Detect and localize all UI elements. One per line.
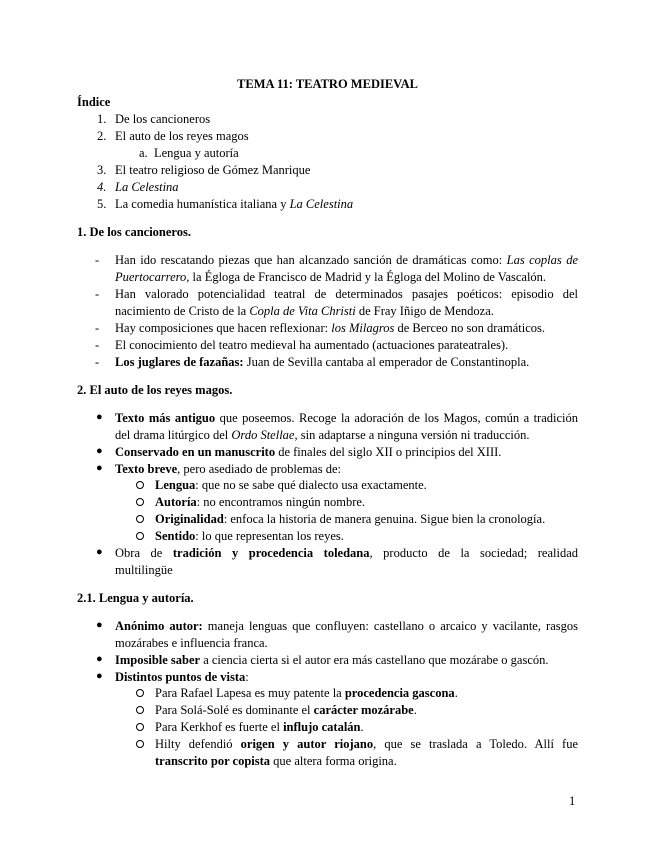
index-item-3 xyxy=(97,162,311,178)
index-item-2 xyxy=(97,128,249,144)
s1-bullet-2-line-1: Han valorado potencialidad teatral de determinados pasajes poéticos: episodio del xyxy=(115,287,578,301)
bold-text: Lengua xyxy=(155,478,196,492)
bold-text: Sentido xyxy=(155,529,196,543)
index-text: De los cancioneros xyxy=(115,112,211,126)
s21-point-2 xyxy=(115,652,549,668)
index-text-italic: La Celestina xyxy=(289,197,354,211)
s21-point-3 xyxy=(115,669,249,685)
dash-bullet: - xyxy=(95,338,100,352)
bullet-dot: ● xyxy=(96,619,103,631)
s21-point-1-line-2: mozárabes e influencia franca. xyxy=(115,636,268,650)
text: : no encontramos ningún nombre. xyxy=(196,495,366,509)
s1-bullet-3 xyxy=(115,320,545,336)
italic-text: Copla de Vita Christi xyxy=(249,304,356,318)
text: Han ido rescatando piezas que han alcanzado sanción de dramáticas como: xyxy=(115,253,503,267)
bullet-dot: ● xyxy=(96,653,103,665)
s2-point-1-line-1 xyxy=(115,410,578,426)
index-num: 5. xyxy=(97,197,107,211)
italic-text: Puertocarrero, xyxy=(115,270,190,284)
s1-bullet-1-line-1 xyxy=(115,252,578,268)
text: . xyxy=(413,703,417,717)
bold-text: tradición y procedencia toledana xyxy=(172,546,370,560)
bold-text: transcrito por copista xyxy=(155,754,271,768)
text: : xyxy=(245,670,249,684)
circle-bullet xyxy=(136,706,144,714)
bold-text: Texto breve xyxy=(115,462,178,476)
bullet-dot: ● xyxy=(96,462,103,474)
s1-bullet-2-line-2 xyxy=(115,303,494,319)
s21-subpoint-3 xyxy=(155,719,364,735)
index-text: La Celestina xyxy=(115,180,179,194)
index-item-1 xyxy=(97,111,211,127)
text: maneja lenguas que confluyen: castellano o arcaico y vacilante, rasgos xyxy=(207,619,578,633)
text: Hilty defendió xyxy=(155,737,233,751)
s2-subpoint-1 xyxy=(155,477,427,493)
s21-point-1-line-1 xyxy=(115,618,578,634)
s2-subpoint-3 xyxy=(155,511,545,527)
text: de Berceo no son dramáticos. xyxy=(397,321,545,335)
text: , que se traslada a Toledo. Allí fue xyxy=(373,737,578,751)
italic-text: Ordo Stellae xyxy=(231,428,295,442)
text: Juan de Sevilla cantaba al emperador de Constantinopla. xyxy=(246,355,530,369)
bold-text: Autoría xyxy=(155,495,197,509)
text: , producto de la sociedad; realidad xyxy=(369,546,578,560)
index-heading: Índice xyxy=(77,95,111,109)
s21-subpoint-4-line-2 xyxy=(155,753,397,769)
text: Hay composiciones que hacen reflexionar: xyxy=(115,321,329,335)
s2-point-1-line-2 xyxy=(115,427,529,443)
s2-subpoint-4 xyxy=(155,528,344,544)
s1-bullet-5 xyxy=(115,354,529,370)
section-2-heading: 2. El auto de los reyes magos. xyxy=(77,383,233,397)
text: que poseemos. Recoge la adoración de los Magos, común a tradición xyxy=(219,411,579,425)
index-text: El auto de los reyes magos xyxy=(115,129,249,143)
index-num: 1. xyxy=(97,112,107,126)
index-num: 4. xyxy=(97,180,107,194)
bold-text: origen y autor riojano xyxy=(240,737,374,751)
bold-text: Imposible saber xyxy=(115,653,201,667)
dash-bullet: - xyxy=(95,355,100,369)
dash-bullet: - xyxy=(95,253,100,267)
text: de Fray Iñigo de Mendoza. xyxy=(358,304,494,318)
italic-text: Las coplas de xyxy=(506,253,579,267)
bullet-dot: ● xyxy=(96,546,103,558)
text: Para Solá-Solé es dominante el xyxy=(155,703,311,717)
italic-text: los Milagros xyxy=(331,321,395,335)
bullet-dot: ● xyxy=(96,670,103,682)
text: . xyxy=(454,686,458,700)
index-text xyxy=(115,196,353,212)
text: nacimiento de Cristo de la xyxy=(115,304,247,318)
text: , sin adaptarse a ninguna versión ni traducción. xyxy=(294,428,530,442)
circle-bullet xyxy=(136,532,144,540)
dash-bullet: - xyxy=(95,321,100,335)
index-subitem-a xyxy=(139,145,239,161)
page-number: 1 xyxy=(569,794,576,808)
bold-text: procedencia gascona xyxy=(344,686,455,700)
dash-bullet: - xyxy=(95,287,100,301)
text: , pero asediado de problemas de: xyxy=(177,462,341,476)
s2-subpoint-2 xyxy=(155,494,365,510)
index-num: 2. xyxy=(97,129,107,143)
text: del drama litúrgico del xyxy=(115,428,229,442)
bold-text: Los juglares de fazañas: xyxy=(115,355,244,369)
s1-bullet-4: El conocimiento del teatro medieval ha aumentado (actuaciones parateatrales). xyxy=(115,338,509,352)
index-text: El teatro religioso de Gómez Manrique xyxy=(115,163,311,177)
circle-bullet xyxy=(136,689,144,697)
text: . xyxy=(360,720,364,734)
text: a ciencia cierta si el autor era más castellano que mozárabe o gascón. xyxy=(203,653,549,667)
text: que altera forma origina. xyxy=(273,754,397,768)
bold-text: Conservado en un manuscrito xyxy=(115,445,276,459)
text: : lo que representan los reyes. xyxy=(195,529,344,543)
text: Para Rafael Lapesa es muy patente la xyxy=(155,686,342,700)
bold-text: carácter mozárabe xyxy=(313,703,414,717)
circle-bullet xyxy=(136,481,144,489)
index-text-plain: La comedia humanística italiana y xyxy=(115,197,287,211)
text: Obra de xyxy=(115,546,163,560)
s21-subpoint-1 xyxy=(155,685,458,701)
circle-bullet xyxy=(136,515,144,523)
bullet-dot: ● xyxy=(96,445,103,457)
bold-text: Texto más antiguo xyxy=(115,411,216,425)
index-num: 3. xyxy=(97,163,107,177)
s21-subpoint-4-line-1 xyxy=(155,736,578,752)
index-item-5 xyxy=(97,196,354,212)
index-text: Lengua y autoría xyxy=(154,146,239,160)
s2-point-4-line-1 xyxy=(115,545,578,561)
text: : enfoca la historia de manera genuina. Sigue bien la cronología. xyxy=(223,512,546,526)
circle-bullet xyxy=(136,498,144,506)
text: la Égloga de Francisco de Madrid y la Égloga del Molino de Vascalón. xyxy=(192,270,547,284)
s2-point-3 xyxy=(115,461,341,477)
text: Para Kerkhof es fuerte el xyxy=(155,720,280,734)
s2-point-2 xyxy=(115,444,501,460)
section-1-heading: 1. De los cancioneros. xyxy=(77,225,191,239)
text: de finales del siglo XII o principios del XIII. xyxy=(278,445,502,459)
index-item-4 xyxy=(97,179,179,195)
s1-bullet-1-line-2 xyxy=(115,269,546,285)
bold-text: influjo catalán xyxy=(283,720,361,734)
s21-subpoint-2 xyxy=(155,702,417,718)
bold-text: Distintos puntos de vista xyxy=(115,670,246,684)
page-title: TEMA 11: TEATRO MEDIEVAL xyxy=(237,77,418,91)
s2-point-4-line-2: multilingüe xyxy=(115,563,173,577)
bold-text: Anónimo autor: xyxy=(115,619,203,633)
section-2-1-heading: 2.1. Lengua y autoría. xyxy=(77,591,194,605)
circle-bullet xyxy=(136,723,144,731)
index-num: a. xyxy=(139,146,148,160)
bold-text: Originalidad xyxy=(155,512,224,526)
circle-bullet xyxy=(136,740,144,748)
text: : que no se sabe qué dialecto usa exactamente. xyxy=(195,478,427,492)
bullet-dot: ● xyxy=(96,411,103,423)
